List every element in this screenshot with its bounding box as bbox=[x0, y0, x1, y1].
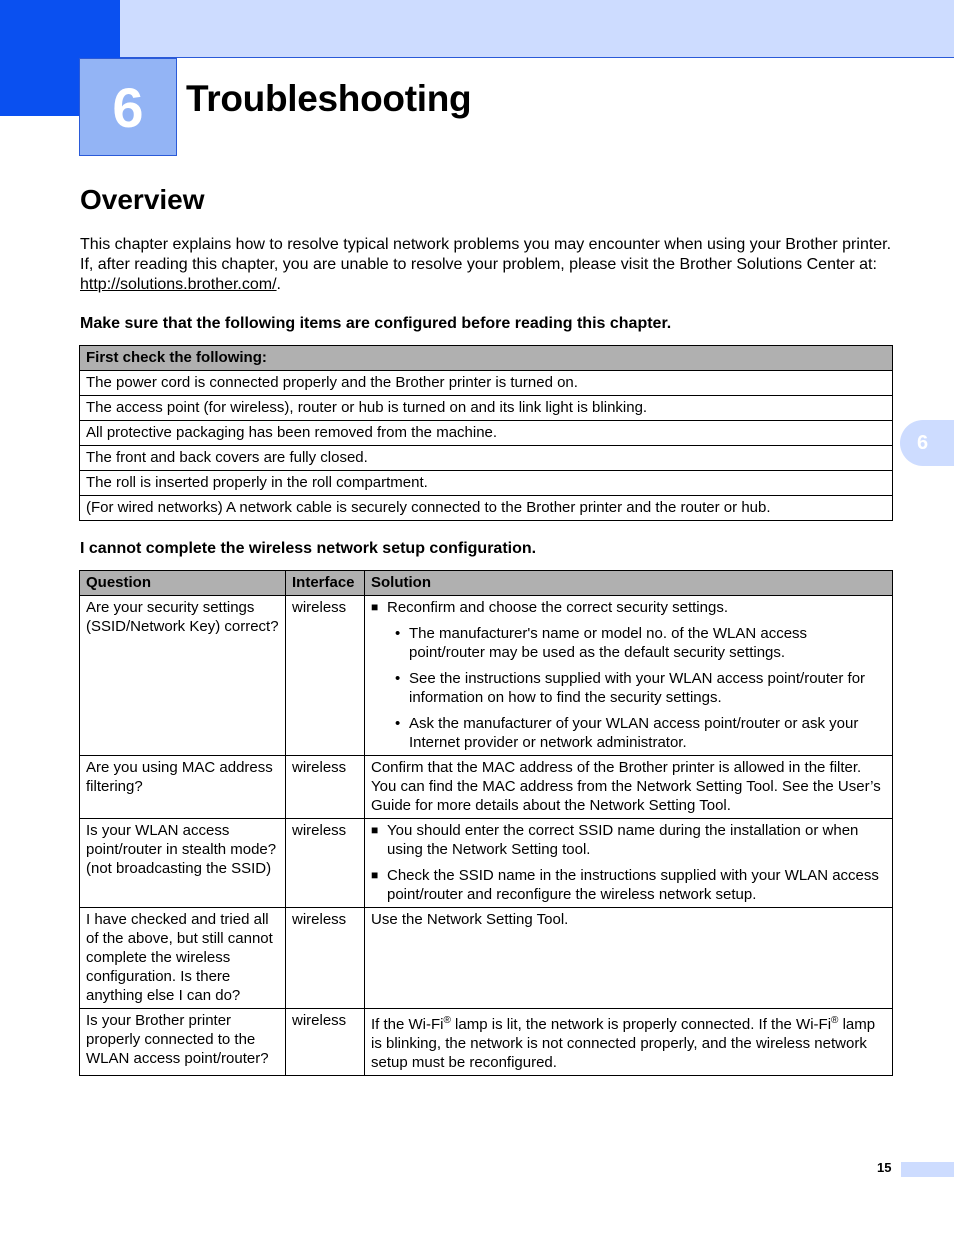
dot-bullet-icon: • bbox=[395, 715, 401, 732]
solution-cell bbox=[365, 819, 893, 908]
interface-cell: wireless bbox=[286, 819, 365, 908]
question-cell: Are your security settings (SSID/Network Key) correct? bbox=[80, 596, 286, 756]
solution-sub-text: See the instructions supplied with your WLAN access point/router for information on how to find the security settings. bbox=[409, 670, 866, 706]
wireless-heading: I cannot complete the wireless network setup configuration. bbox=[80, 540, 537, 557]
chapter-tab-number: 6 bbox=[917, 431, 929, 454]
table-row bbox=[80, 1009, 893, 1076]
table-row bbox=[80, 819, 893, 908]
page-number: 15 bbox=[877, 1160, 892, 1175]
square-bullet-icon: ■ bbox=[371, 823, 379, 837]
question-cell: Is your Brother printer properly connected to the WLAN access point/router? bbox=[80, 1009, 286, 1076]
table-row bbox=[80, 446, 893, 471]
intro-paragraph bbox=[80, 235, 895, 295]
chapter-number: 6 bbox=[112, 75, 144, 139]
dot-bullet-icon: • bbox=[395, 670, 401, 687]
solution-sub-text: The manufacturer's name or model no. of the WLAN access point/router may be used as the default security settings. bbox=[409, 625, 808, 661]
solution-cell bbox=[365, 1009, 893, 1076]
section-title: Overview bbox=[80, 184, 205, 215]
footer-bar bbox=[901, 1162, 954, 1177]
question-cell: Is your WLAN access point/router in stealth mode? (not broadcasting the SSID) bbox=[80, 819, 286, 908]
table-row bbox=[80, 421, 893, 446]
interface-cell: wireless bbox=[286, 596, 365, 756]
solution-text: lamp is lit, the network is properly connected. If the Wi-Fi bbox=[450, 1016, 832, 1033]
interface-cell: wireless bbox=[286, 1009, 365, 1076]
header-light-band bbox=[120, 0, 954, 58]
table-row bbox=[80, 396, 893, 421]
intro-end: . bbox=[276, 276, 281, 293]
registered-mark: ® bbox=[831, 1015, 839, 1026]
solution-cell: Confirm that the MAC address of the Brother printer is allowed in the filter. You can find the MAC address from the Network Setting Tool. See the User’s Guide for more details about the Network Setting Tool. bbox=[365, 756, 893, 819]
square-bullet-icon: ■ bbox=[371, 600, 379, 614]
solution-text: lamp is blinking, the network is not connected properly, and the wireless network setup must be reconfigured. bbox=[371, 1016, 876, 1071]
table-row bbox=[80, 756, 893, 819]
check-item: The roll is inserted properly in the roll compartment. bbox=[80, 471, 893, 496]
check-item: All protective packaging has been removed from the machine. bbox=[80, 421, 893, 446]
question-cell: I have checked and tried all of the above, but still cannot complete the wireless configuration. Is there anything else I can do? bbox=[80, 908, 286, 1009]
column-header-interface: Interface bbox=[286, 571, 365, 596]
intro-text: This chapter explains how to resolve typical network problems you may encounter when using your Brother printer. If, after reading this chapter, you are unable to resolve your problem, please visit the Brother Solutions Center at: bbox=[80, 236, 892, 273]
solution-text: You should enter the correct SSID name during the installation or when using the Network Setting tool. bbox=[387, 822, 859, 858]
solution-text: If the Wi-Fi bbox=[371, 1016, 444, 1033]
column-header-solution: Solution bbox=[365, 571, 893, 596]
pre-check-table-header: First check the following: bbox=[80, 346, 893, 371]
table-row bbox=[80, 596, 893, 756]
wireless-troubleshooting-table bbox=[79, 570, 893, 1076]
pre-check-table bbox=[79, 345, 893, 521]
chapter-side-tab bbox=[900, 420, 954, 466]
table-row bbox=[80, 496, 893, 521]
column-header-question: Question bbox=[80, 571, 286, 596]
table-row bbox=[80, 471, 893, 496]
question-cell: Are you using MAC address filtering? bbox=[80, 756, 286, 819]
solution-sub-text: Ask the manufacturer of your WLAN access point/router or ask your Internet provider or network administrator. bbox=[409, 715, 859, 751]
solution-cell: Use the Network Setting Tool. bbox=[365, 908, 893, 1009]
pre-check-heading: Make sure that the following items are configured before reading this chapter. bbox=[80, 315, 672, 332]
solution-text: Check the SSID name in the instructions supplied with your WLAN access point/router and reconfigure the wireless network setup. bbox=[387, 867, 879, 903]
dot-bullet-icon: • bbox=[395, 625, 401, 642]
table-row bbox=[80, 371, 893, 396]
solution-cell bbox=[365, 596, 893, 756]
solutions-center-link[interactable]: http://solutions.brother.com/ bbox=[80, 276, 277, 293]
interface-cell: wireless bbox=[286, 756, 365, 819]
interface-cell: wireless bbox=[286, 908, 365, 1009]
solution-text: Reconfirm and choose the correct security settings. bbox=[387, 599, 728, 616]
check-item: The power cord is connected properly and the Brother printer is turned on. bbox=[80, 371, 893, 396]
registered-mark: ® bbox=[443, 1015, 451, 1026]
check-item: The access point (for wireless), router or hub is turned on and its link light is blinking. bbox=[80, 396, 893, 421]
table-row bbox=[80, 908, 893, 1009]
check-item: (For wired networks) A network cable is securely connected to the Brother printer and the router or hub. bbox=[80, 496, 893, 521]
square-bullet-icon: ■ bbox=[371, 868, 379, 882]
chapter-title: Troubleshooting bbox=[186, 78, 472, 119]
check-item: The front and back covers are fully closed. bbox=[80, 446, 893, 471]
chapter-number-box bbox=[79, 58, 177, 156]
